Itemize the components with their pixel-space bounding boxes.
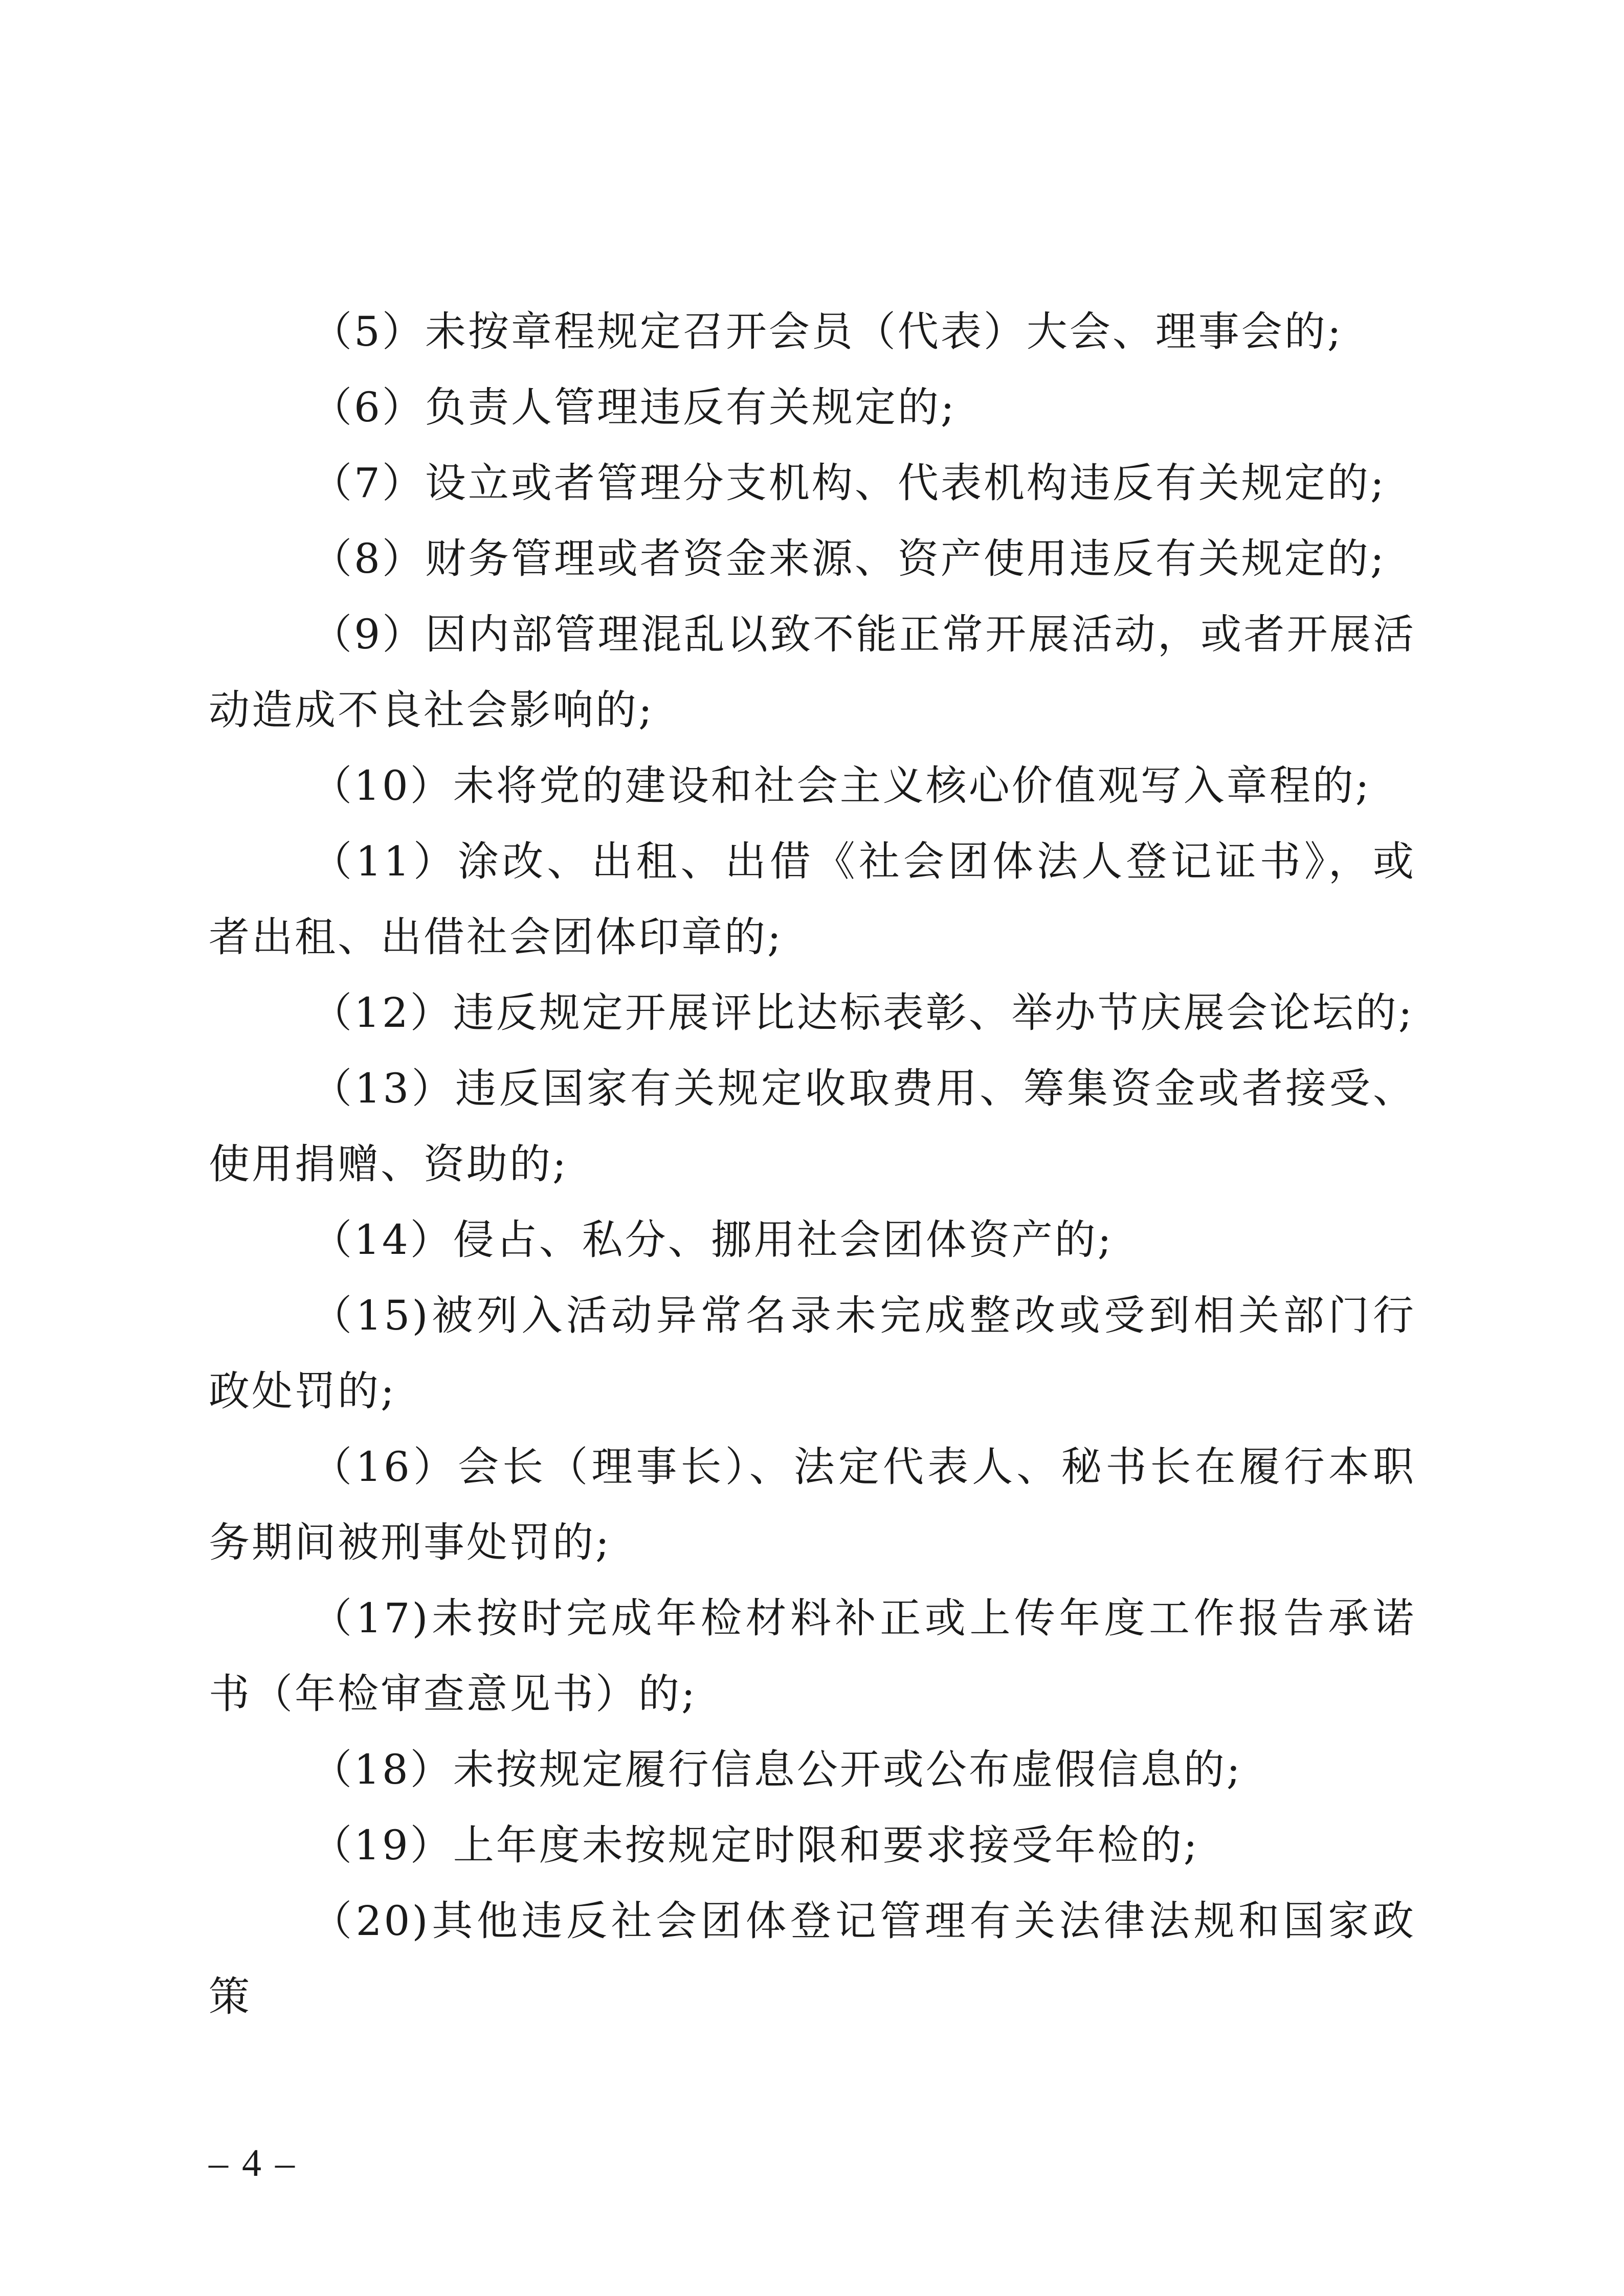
- list-item: （11）涂改、出租、出借《社会团体法人登记证书》，或者出租、出借社会团体印章的;: [209, 838, 1416, 961]
- list-item: （16）会长（理事长）、法定代表人、秘书长在履行本职务期间被刑事处罚的;: [209, 1443, 1416, 1566]
- list-item: （13）违反国家有关规定收取费用、筹集资金或者接受、使用捐赠、资助的;: [209, 1065, 1416, 1188]
- list-item: （18）未按规定履行信息公开或公布虚假信息的;: [311, 1746, 1242, 1793]
- body-text: [209, 294, 1416, 2035]
- list-item: （10）未将党的建设和社会主义核心价值观写入章程的;: [311, 762, 1371, 809]
- page-number: – 4 –: [209, 2142, 297, 2185]
- list-item: （17)未按时完成年检材料补正或上传年度工作报告承诺书（年检审查意见书）的;: [209, 1594, 1416, 1718]
- list-item: （5）未按章程规定召开会员（代表）大会、理事会的;: [311, 308, 1343, 355]
- list-item: （8）财务管理或者资金来源、资产使用违反有关规定的;: [311, 535, 1386, 582]
- list-item: （14）侵占、私分、挪用社会团体资产的;: [311, 1216, 1114, 1264]
- list-item: （12）违反规定开展评比达标表彰、举办节庆展会论坛的;: [311, 989, 1414, 1037]
- list-item: （9）因内部管理混乱以致不能正常开展活动，或者开展活动造成不良社会影响的;: [209, 611, 1416, 734]
- list-item: （7）设立或者管理分支机构、代表机构违反有关规定的;: [311, 459, 1386, 507]
- list-item: （20)其他违反社会团体登记管理有关法律法规和国家政策: [209, 1897, 1416, 2020]
- list-item: （15)被列入活动异常名录未完成整改或受到相关部门行政处罚的;: [209, 1292, 1416, 1415]
- list-item: （6）负责人管理违反有关规定的;: [311, 384, 956, 431]
- list-item: （19）上年度未按规定时限和要求接受年检的;: [311, 1821, 1199, 1869]
